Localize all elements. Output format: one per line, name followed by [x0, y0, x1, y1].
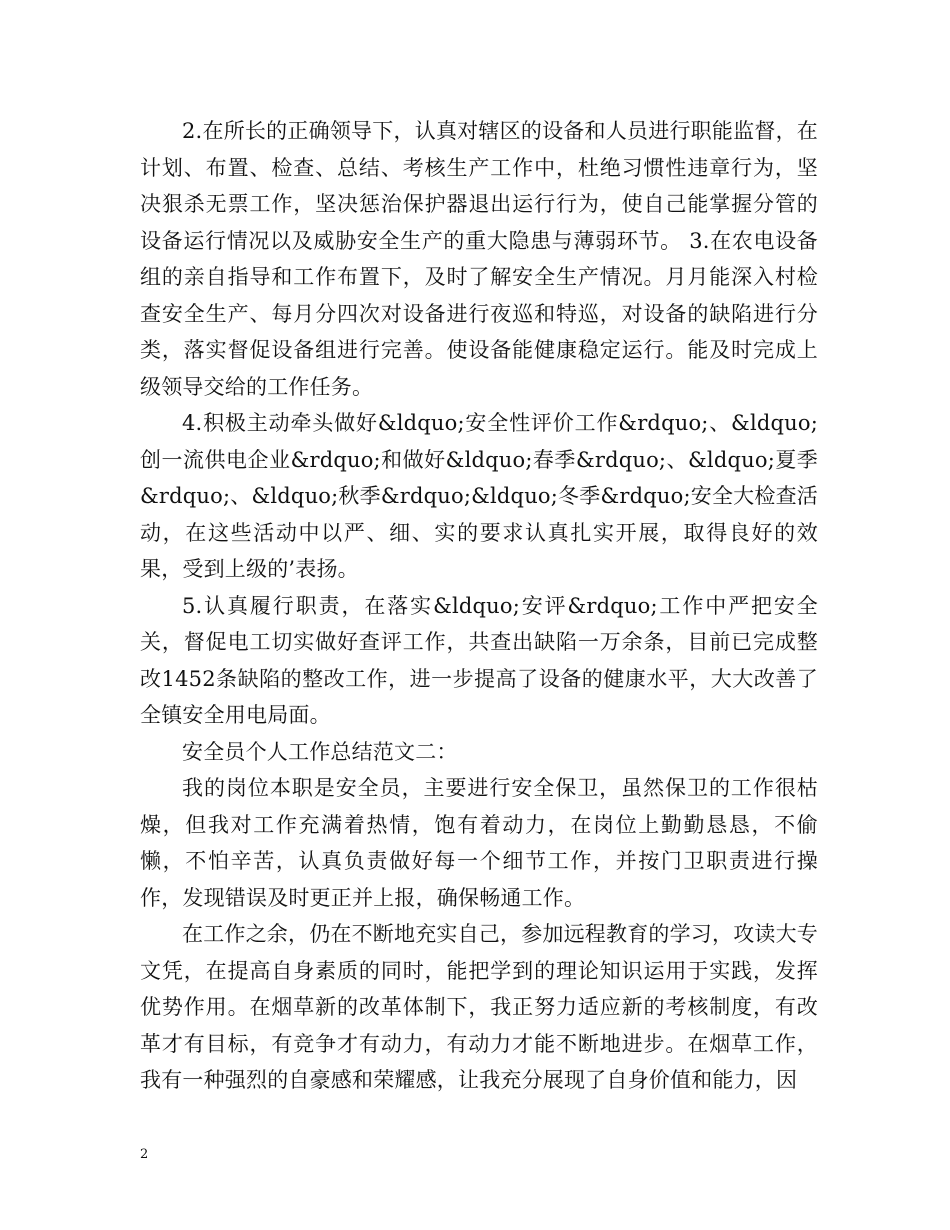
- paragraph-6: 在工作之余，仍在不断地充实自己，参加远程教育的学习，攻读大专文凭，在提高自身素质的同时，能把学到的理论知识运用于实践，发挥优势作用。在烟草新的改革体制下，我正努力适应新的考核制度，有改革才有目标，有竞争才有动力，有动力才能不断地进步。在烟草工作，我有一种强烈的自豪感和荣耀感，让我充分展现了自身价值和能力，因: [140, 922, 818, 1092]
- paragraph-1: 2.在所长的正确领导下，认真对辖区的设备和人员进行职能监督，在计划、布置、检查、总结、考核生产工作中，杜绝习惯性违章行为，坚决狠杀无票工作，坚决惩治保护器退出运行行为，使自己能掌握分管的设备运行情况以及威胁安全生产的重大隐患与薄弱环节。 3.在农电设备组的亲自指导和工作布置下，及时了解安全生产情况。月月能深入村检查安全生产、每月分四次对设备进行夜巡和特巡，对设备的缺陷进行分类，落实督促设备组进行完善。使设备能健康稳定运行。能及时完成上级领导交给的工作任务。: [140, 119, 818, 399]
- paragraph-2: 4.积极主动牵头做好&ldquo;安全性评价工作&rdquo;、&ldquo;创一流供电企业&rdquo;和做好&ldquo;春季&rdquo;、&ldquo;夏季&rdquo;、&ldquo;秋季&rdquo;&ldquo;冬季&rdquo;安全大检查活动，在这些活动中以严、细、实的要求认真扎实开展，取得良好的效果，受到上级的’表扬。: [140, 411, 818, 581]
- paragraph-3: 5.认真履行职责，在落实&ldquo;安评&rdquo;工作中严把安全关，督促电工切实做好查评工作，共查出缺陷一万余条，目前已完成整改1452条缺陷的整改工作，进一步提高了设备的健康水平，大大改善了全镇安全用电局面。: [140, 593, 818, 727]
- document-body: [140, 113, 818, 1099]
- section-heading: 安全员个人工作总结范文二：: [182, 739, 458, 764]
- page-number: 2: [140, 1147, 149, 1162]
- paragraph-5: 我的岗位本职是安全员，主要进行安全保卫，虽然保卫的工作很枯燥，但我对工作充满着热情，饱有着动力，在岗位上勤勤恳恳，不偷懒，不怕辛苦，认真负责做好每一个细节工作，并按门卫职责进行操作，发现错误及时更正并上报，确保畅通工作。: [140, 776, 818, 910]
